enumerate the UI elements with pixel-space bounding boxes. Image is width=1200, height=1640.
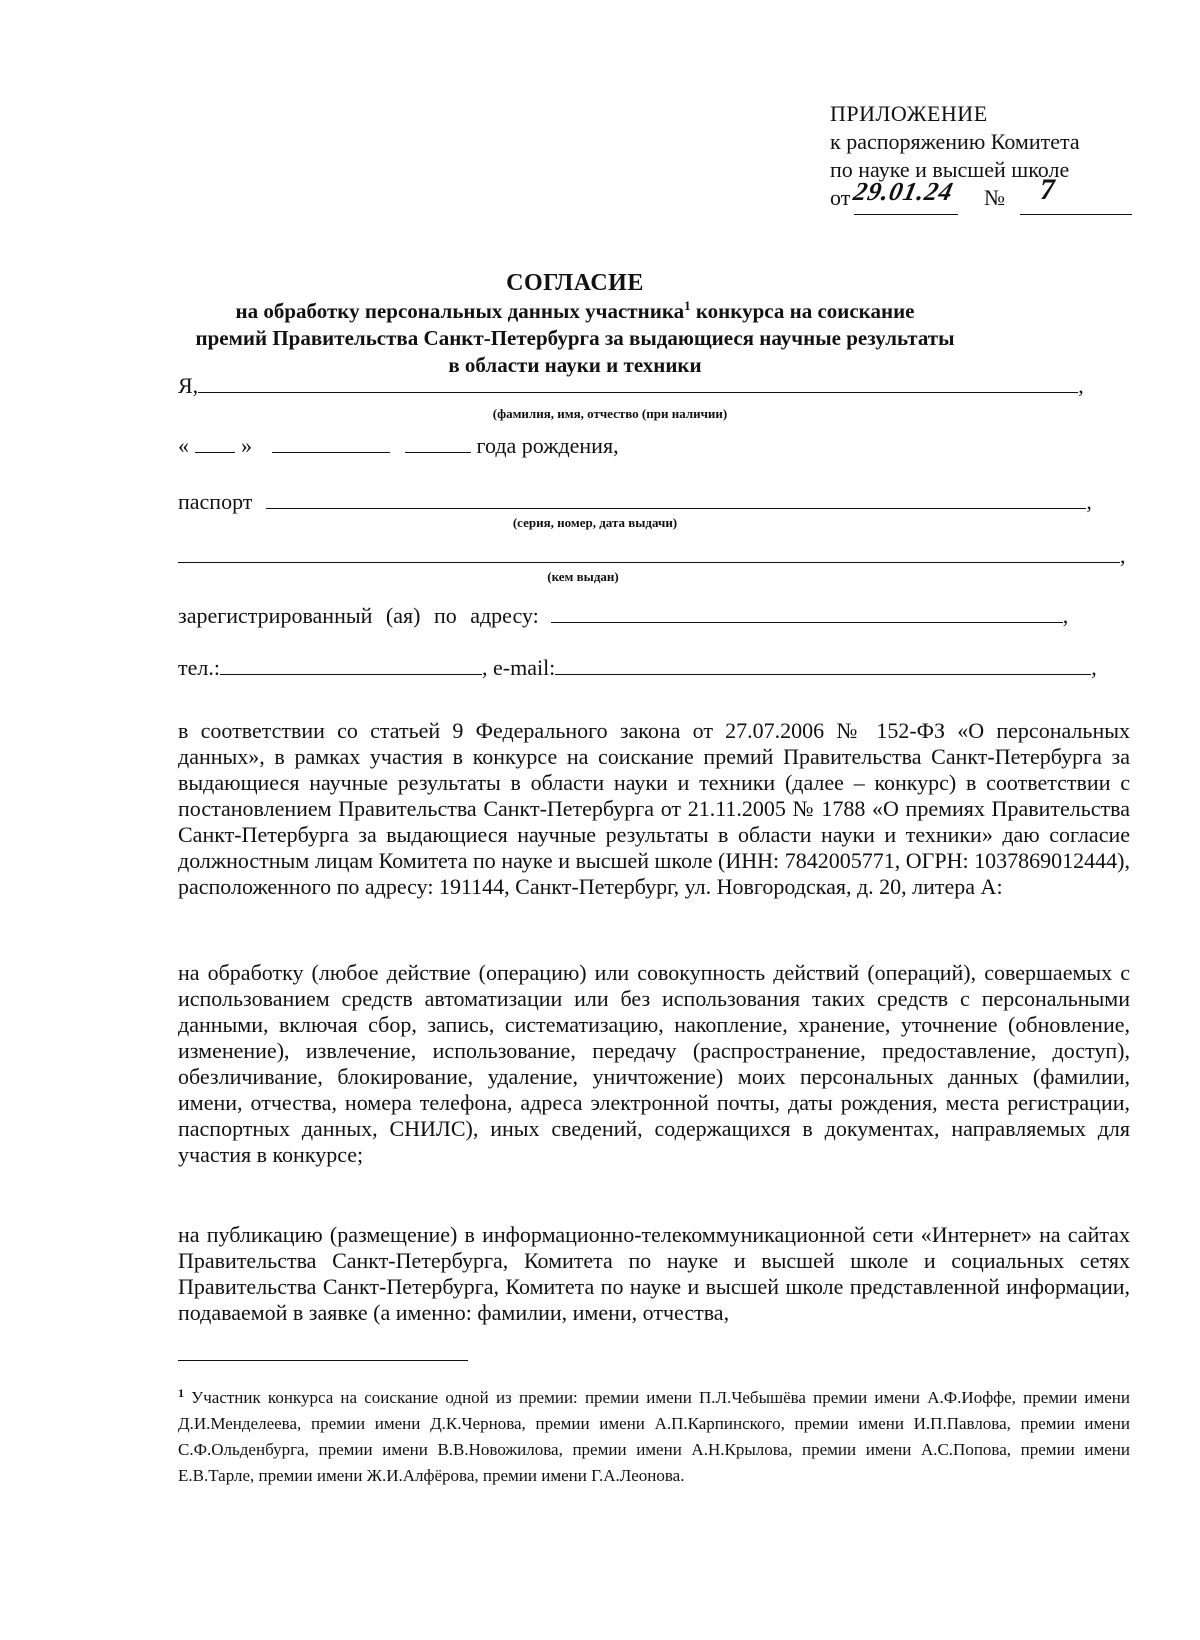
- passport-label: паспорт: [178, 489, 253, 514]
- comma: ,: [1120, 543, 1126, 568]
- footnote: [178, 1385, 1130, 1489]
- comma: ,: [1062, 603, 1069, 628]
- attachment-line-1: к распоряжению Комитета: [830, 129, 1080, 154]
- birth-month-field[interactable]: [272, 432, 390, 453]
- birth-year-field[interactable]: [405, 432, 471, 453]
- address-field[interactable]: [551, 602, 1063, 623]
- birth-suffix: года рождения,: [476, 433, 619, 458]
- issued-by-hint: (кем выдан): [547, 569, 619, 584]
- passport-line: [178, 488, 1130, 516]
- comma: ,: [1091, 655, 1097, 680]
- attachment-date-line: [830, 173, 1080, 214]
- passport-hint: (серия, номер, дата выдачи): [512, 515, 678, 530]
- comma: ,: [1086, 489, 1092, 514]
- address-line: [178, 602, 1130, 630]
- issued-by-line: [178, 542, 1130, 570]
- number-sign: №: [984, 185, 1005, 210]
- number-underline: [1020, 214, 1132, 215]
- name-prefix: Я,: [178, 373, 199, 398]
- title-heading: СОГЛАСИЕ: [506, 270, 644, 296]
- footnote-ref: 1: [684, 298, 691, 313]
- phone-field[interactable]: [220, 654, 482, 675]
- handwritten-date: 29.01.24: [851, 177, 957, 206]
- paragraph-processing-consent: на обработку (любое действие (операцию) или совокупность действий (операций), совершаемых с использованием средств автоматизации или без использования таких средств с персональными данными, включая сбор, запись, систематизацию, накопление, хранение, уточнение (обновление, изменение), извлечение, использование, передачу (распространение, предоставление, доступ), обезличивание, блокирование, удаление, уничтожение) моих персональных данных (фамилии, имени, отчества, номера телефона, адреса электронной почты, даты рождения, места регистрации, паспортных данных, СНИЛС), иных сведений, содержащихся в документах, направляемых для участия в конкурсе;: [178, 960, 1130, 1167]
- paragraph-publication-consent: на публикацию (размещение) в информационно-телекоммуникационной сети «Интернет» на сайтах Правительства Санкт-Петербурга, Комитета по науке и высшей школе и социальных сетях Правительства Санкт-Петербурга, Комитета по науке и высшей школе представленной информации, подаваемой в заявке (а именно: фамилии, имени, отчества,: [178, 1222, 1130, 1325]
- birth-day-field[interactable]: [195, 432, 235, 453]
- quote-open: «: [178, 433, 189, 458]
- passport-field[interactable]: [266, 488, 1086, 509]
- name-field[interactable]: [198, 372, 1078, 393]
- footnote-text: Участник конкурса на соискание одной из премии: премии имени П.Л.Чебышёва премии имени А.Ф.Иоффе, премии имени Д.И.Менделеева, премии имени Д.К.Чернова, премии имени А.П.Карпинского, премии имени И.П.Павлова, премии имени С.Ф.Ольденбурга, премии имени В.В.Новожилова, премии имени А.Н.Крылова, премии имени А.С.Попова, премии имени Е.В.Тарле, премии имени Ж.И.Алфёрова, премии имени Г.А.Леонова.: [178, 1388, 1130, 1485]
- title-line-3: в области науки и техники: [448, 353, 702, 377]
- name-hint: (фамилия, имя, отчество (при наличии): [492, 406, 728, 421]
- comma: ,: [1078, 373, 1084, 398]
- quote-close: »: [241, 433, 252, 458]
- phone-label: тел.:: [178, 655, 220, 680]
- name-line: [178, 372, 1130, 400]
- handwritten-number: 7: [1040, 173, 1055, 206]
- contacts-line: [178, 654, 1130, 682]
- title-line-1: [150, 298, 1000, 325]
- footnote-divider: [178, 1360, 468, 1361]
- paragraph-legal-basis: в соответствии со статьей 9 Федерального закона от 27.07.2006 № 152-ФЗ «О персональных данных», в рамках участия в конкурсе на соискание премий Правительства Санкт-Петербурга за выдающиеся научные результаты в области науки и техники (далее – конкурс) в соответствии с постановлением Правительства Санкт-Петербурга от 21.11.2005 № 1788 «О премиях Правительства Санкт-Петербурга за выдающиеся научные результаты в области науки и техники» даю согласие должностным лицам Комитета по науке и высшей школе (ИНН: 7842005771, ОГРН: 1037869012444), расположенного по адресу: 191144, Санкт-Петербург, ул. Новгородская, д. 20, литера А:: [178, 718, 1130, 899]
- email-label: , e-mail:: [481, 655, 556, 680]
- birth-line: [178, 432, 1130, 460]
- document-title: [150, 268, 1000, 379]
- issued-by-field[interactable]: [178, 542, 1120, 563]
- title-line-1-text: на обработку персональных данных участника: [235, 299, 685, 323]
- address-label: зарегистрированный (ая) по адресу:: [178, 603, 539, 628]
- email-field[interactable]: [555, 654, 1091, 675]
- title-line-1-text-2: конкурса на соискание: [690, 299, 915, 323]
- title-line-2: премий Правительства Санкт-Петербурга за выдающиеся научные результаты: [195, 326, 955, 350]
- attachment-line-2: по науке и высшей школе: [830, 157, 1070, 182]
- attachment-title: ПРИЛОЖЕНИЕ: [830, 101, 988, 126]
- attachment-block: [830, 100, 1080, 214]
- footnote-mark: 1: [178, 1386, 184, 1400]
- date-underline: [854, 214, 958, 215]
- date-prefix: от: [830, 185, 851, 210]
